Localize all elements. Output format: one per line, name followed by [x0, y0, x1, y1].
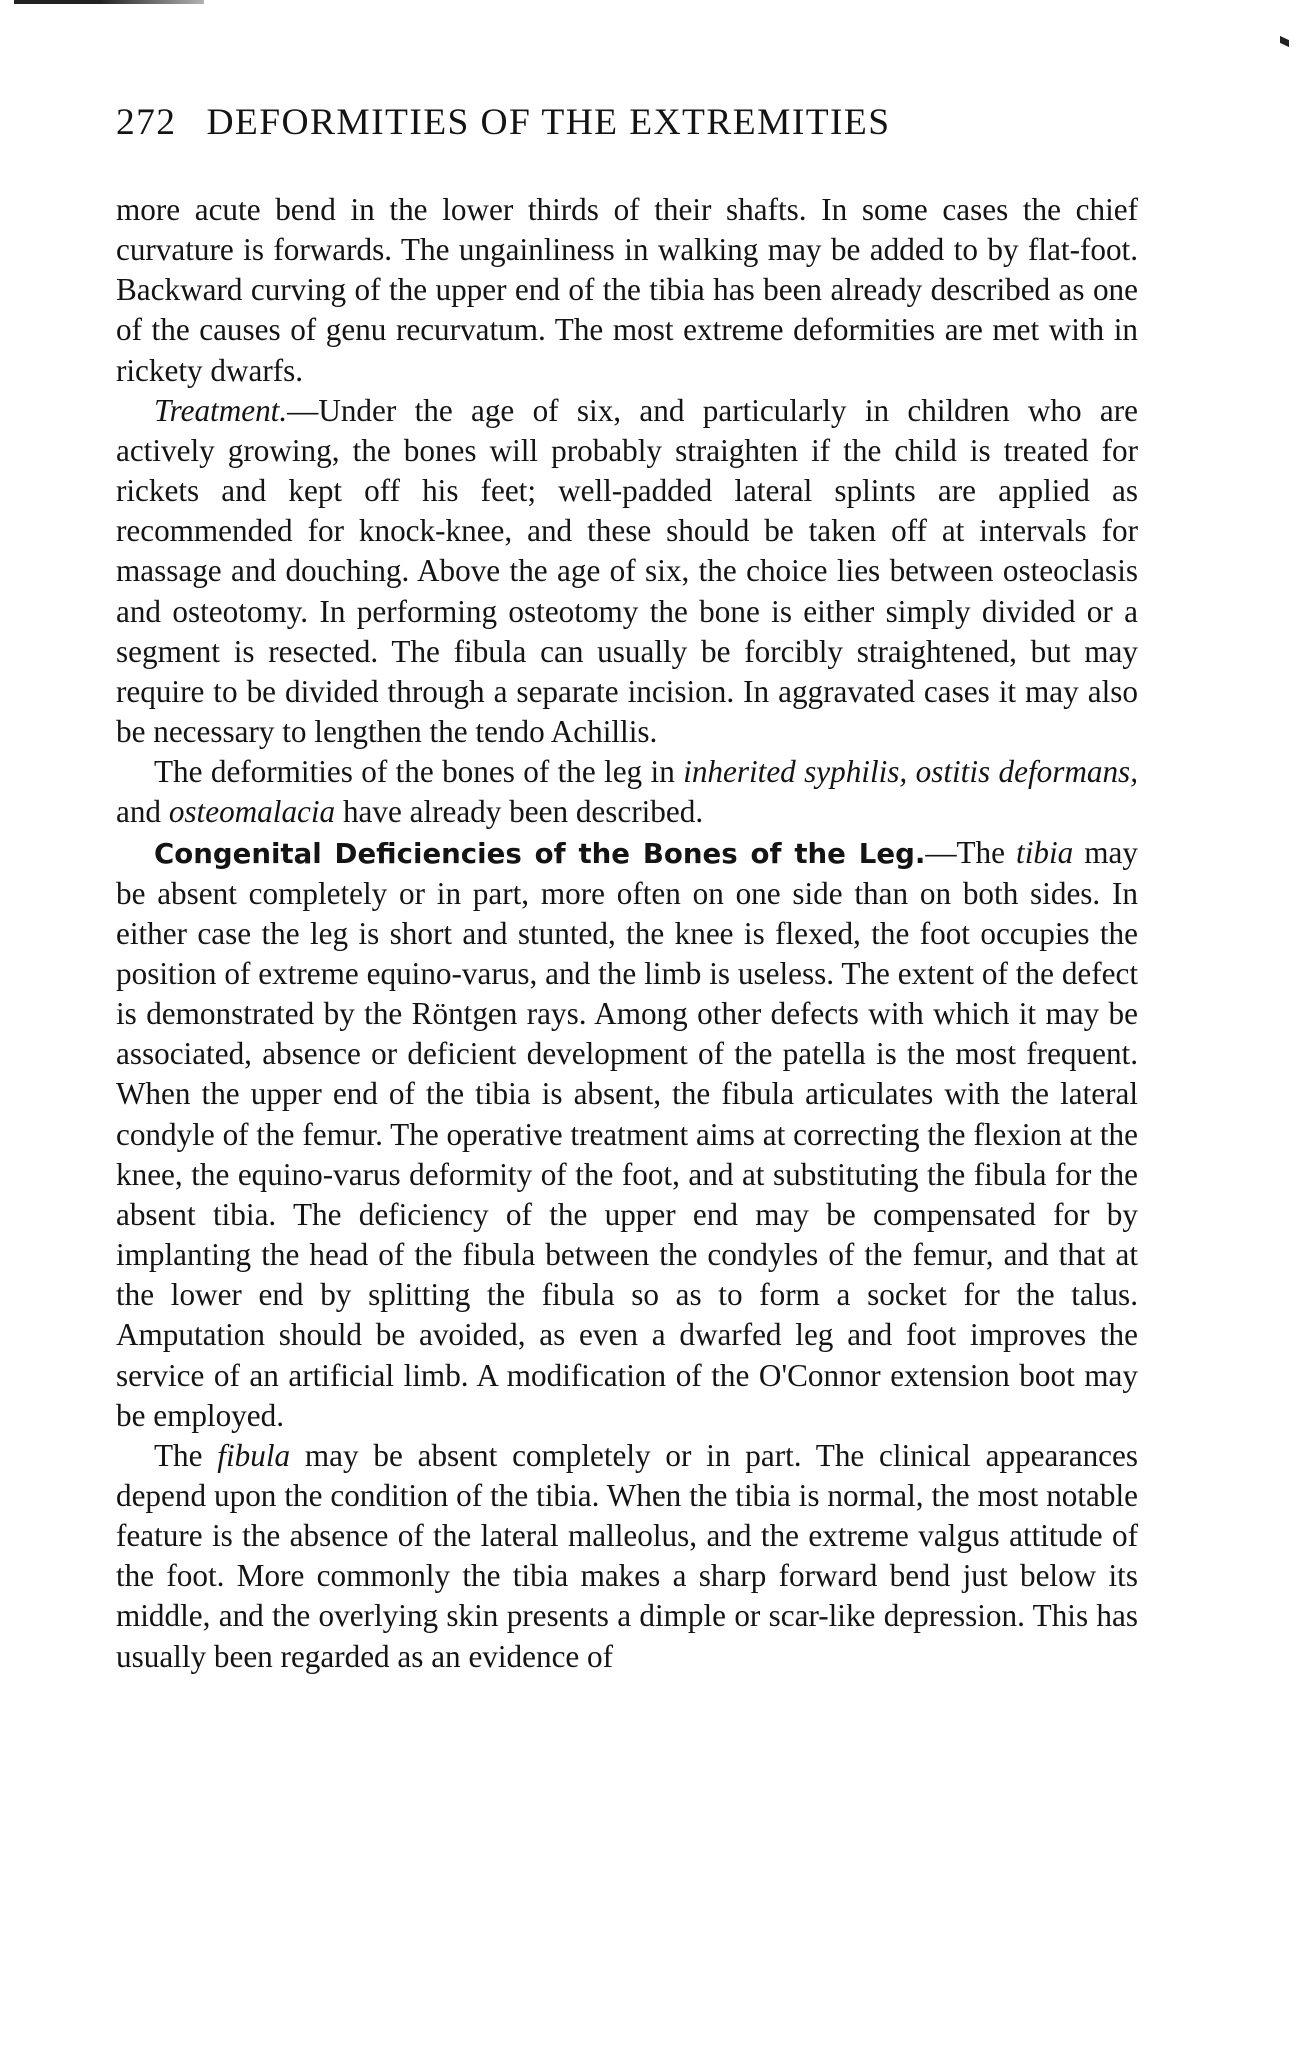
- italic-text-run: fibula: [217, 1437, 291, 1473]
- italic-text-run: osteomalacia: [168, 794, 336, 830]
- scan-margin-mark: [1280, 36, 1289, 47]
- text-run: have already been described.: [335, 794, 704, 830]
- text-run: may be absent completely or in part, more often on one side than on both sides. In either case the leg is short and stunted, the knee is flexed, the foot occupies the position of extreme equino-varus, and the limb is useless. The extent of the defect is demonstrated by the Röntgen rays. Among other defects with which it may be associated, absence or deficient development of the patella is the most frequent. When the upper end of the tibia is absent, the fibula articulates with the lateral condyle of the femur. The operative treatment aims at correcting the flexion at the knee, the equino-varus deformity of the foot, and at substituting the fibula for the absent tibia. The deficiency of the upper end may be compensated for by implanting the head of the fibula between the condyles of the femur, and that at the lower end by splitting the fibula so as to form a socket for the talus. Amputation should be avoided, as even a dwarfed leg and foot improves the service of an artificial limb. A modification of the O'Connor extension boot may be employed.: [116, 834, 1138, 1433]
- page-number: 272: [116, 102, 177, 143]
- paragraph: [116, 833, 1138, 1436]
- paragraph: [116, 391, 1138, 752]
- paragraph: [116, 752, 1138, 832]
- text-run: and: [116, 794, 169, 830]
- paragraph: [116, 1436, 1138, 1677]
- italic-text-run: Treatment.: [154, 392, 288, 428]
- scan-edge-mark: [14, 0, 204, 4]
- text-run: more acute bend in the lower thirds of their shafts. In some cases the chief curvature is forwards. The ungainliness in walking may be added to by flat-foot. Backward curving of the upper end of the tibia has been already described as one of the causes of genu recurvatum. The most extreme deformities are met with in rickety dwarfs.: [116, 192, 1138, 388]
- italic-text-run: tibia: [1016, 834, 1074, 870]
- body-text: [116, 190, 1138, 1677]
- running-title: DEFORMITIES OF THE EXTREMITIES: [206, 102, 891, 143]
- text-run: may be absent completely or in part. The clinical appearances depend upon the condition of the tibia. When the tibia is normal, the most notable feature is the absence of the lateral malleolus, and the extreme valgus attitude of the foot. More commonly the tibia makes a sharp forward bend just below its middle, and the overlying skin presents a dimple or scar-like depression. This has usually been regarded as an evidence of: [116, 1437, 1138, 1674]
- text-run: [907, 754, 915, 789]
- paragraph: [116, 190, 1138, 391]
- italic-text-run: ostitis deformans,: [915, 754, 1138, 790]
- text-run: —The: [925, 834, 1017, 870]
- italic-text-run: inherited syphilis,: [683, 754, 908, 790]
- text-run: The deformities of the bones of the leg in: [154, 754, 684, 790]
- running-header: [116, 100, 1156, 146]
- text-run: The: [154, 1437, 218, 1473]
- bold-text-run: Congenital Deficiencies of the Bones of the Leg.: [154, 836, 926, 870]
- text-run: —Under the age of six, and particularly in children who are actively growing, the bones will probably straighten if the child is treated for rickets and kept off his feet; well-padded lateral splints are applied as recommended for knock-knee, and these should be taken off at intervals for massage and douching. Above the age of six, the choice lies between osteoclasis and osteotomy. In performing osteotomy the bone is either simply divided or a segment is resected. The fibula can usually be forcibly straightened, but may require to be divided through a separate incision. In aggravated cases it may also be necessary to lengthen the tendo Achillis.: [116, 392, 1138, 750]
